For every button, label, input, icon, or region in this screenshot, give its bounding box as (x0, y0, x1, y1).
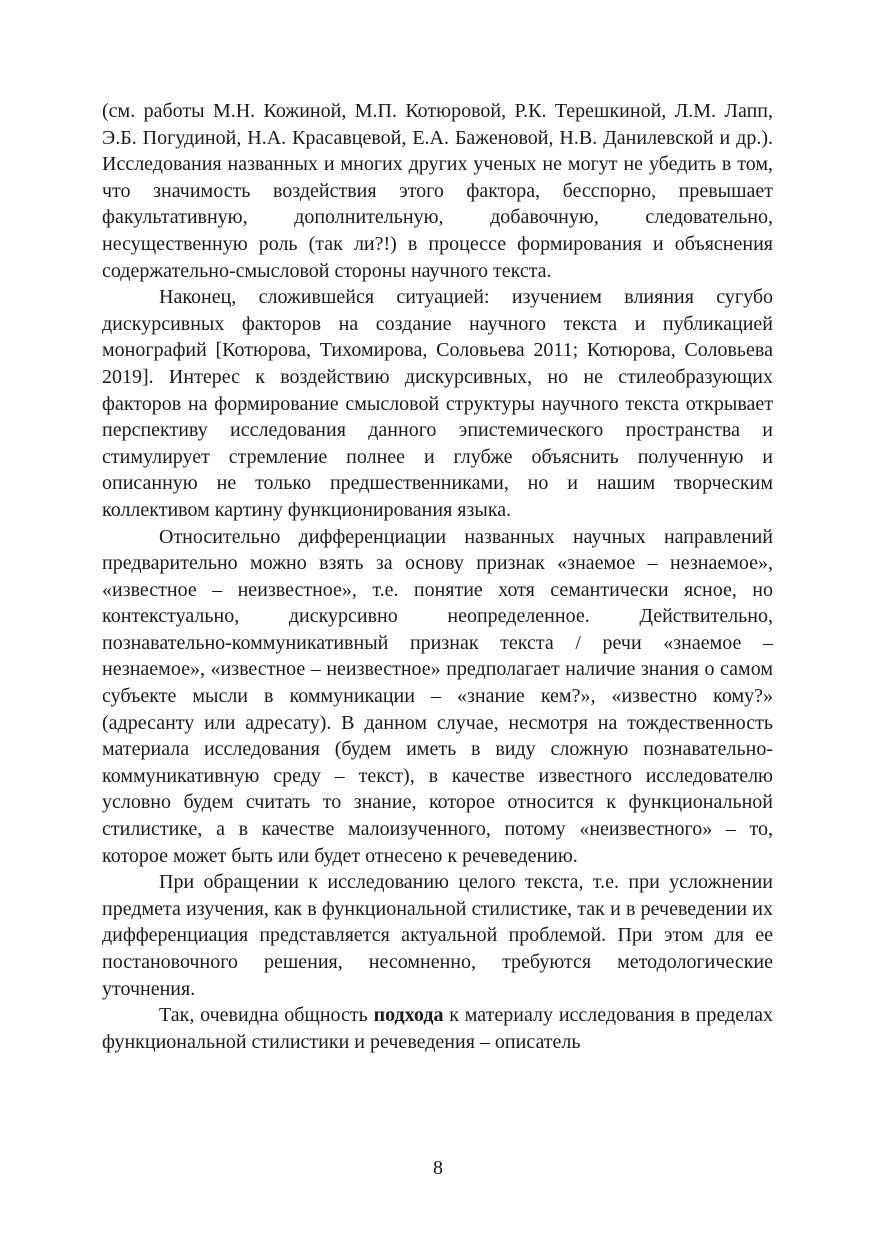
paragraph-5 (102, 1002, 773, 1055)
page-body (102, 98, 773, 1055)
paragraph-3: Относительно дифференциации названных научных направлений предварительно можно взять за основу признак «знаемое – незнаемое», «известное – неизвестное», т.е. понятие хотя семантически ясное, но контекстуально, дискурсивно неопределенное. Действительно, познавательно-коммуникативный признак текста / речи «знаемое – незнаемое», «известное – неизвестное» предполагает наличие знания о самом субъекте мысли в коммуникации – «знание кем?», «известно кому?» (адресанту или адресату). В данном случае, несмотря на тождественность материала исследования (будем иметь в виду сложную познавательно-коммуникативную среду – текст), в качестве известного исследователю условно будем считать то знание, которое относится к функциональной стилистике, а в качестве малоизученного, потому «неизвестного» – то, которое может быть или будет отнесено к речеведению. (102, 525, 773, 867)
paragraph-5-bold-term: подхода (373, 1004, 444, 1027)
paragraph-2: Наконец, сложившейся ситуацией: изучением влияния сугубо дискурсивных факторов на создание научного текста и публикацией монографий [Котюрова, Тихомирова, Соловьева 2011; Котюрова, Соловьева 2019]. Интерес к воздействию дискурсивных, но не стилеобразующих факторов на формирование смысловой структуры научного текста открывает перспективу исследования данного эпистемического пространства и стимулирует стремление полнее и глубже объяснить полученную и описанную не только предшественниками, но и нашим творческим коллективом картину функционирования языка. (102, 286, 773, 521)
paragraph-5-start: Так, очевидна общность (159, 1004, 374, 1027)
page-number: 8 (433, 1157, 443, 1179)
paragraph-4: При обращении к исследованию целого текста, т.е. при усложнении предмета изучения, как в функциональной стилистике, так и в речеведении их дифференциация представляется актуальной проблемой. При этом для ее постановочного решения, несомненно, требуются методологические уточнения. (102, 871, 773, 1000)
paragraph-1: (см. работы М.Н. Кожиной, М.П. Котюровой, Р.К. Терешкиной, Л.М. Лапп, Э.Б. Погудиной, Н.А. Красавцевой, Е.А. Баженовой, Н.В. Данилевской и др.). Исследования названных и многих других ученых не могут не убедить в том, что значимость воздействия этого фактора, бесспорно, превышает факультативную, дополнительную, добавочную, следовательно, несущественную роль (так ли?!) в процессе формирования и объяснения содержательно-смысловой стороны научного текста. (102, 100, 773, 282)
paragraph-5-end: к материалу исследования в пределах функциональной стилистики и речеведения – описатель (102, 1004, 773, 1053)
